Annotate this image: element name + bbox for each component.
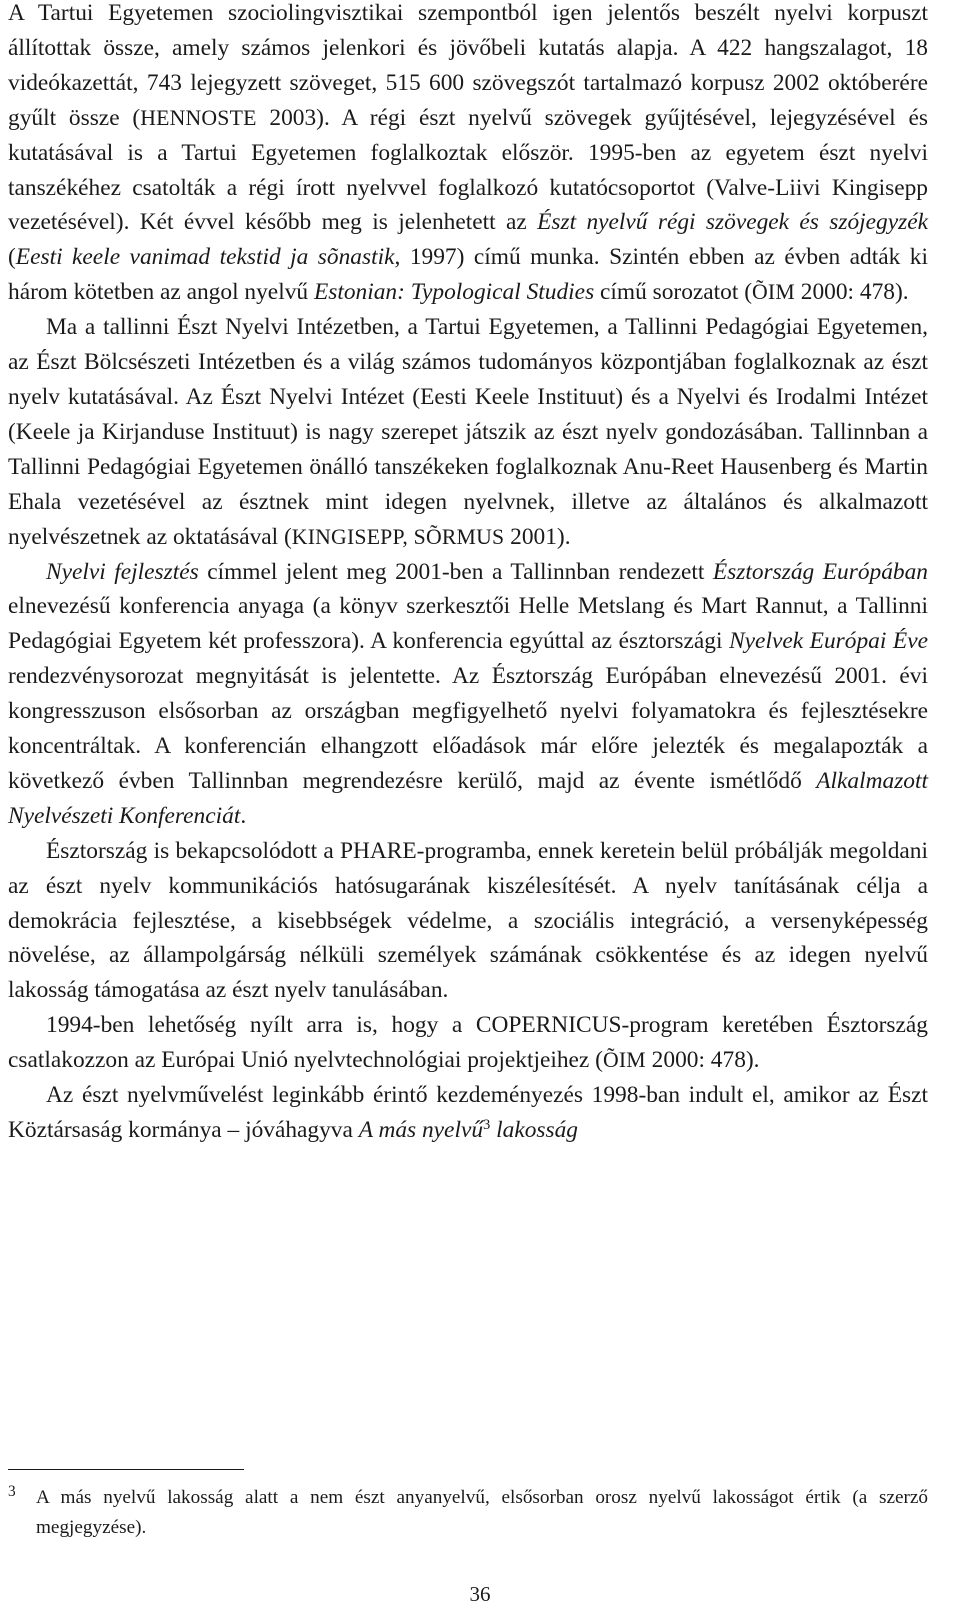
text-run: Ma a tallinni Észt Nyelvi Intézetben, a Tartui Egyetemen, a Tallinni Pedagógiai Egyetemen, az Észt Bölcsészeti Intézetben és a világ számos tudományos központjában foglalkoznak az észt nyelv kutatásával. Az Észt Nyelvi Intézet (Eesti Keele Instituut) és a Nyelvi és Irodalmi Intézet (Keele ja Kirjanduse Instituut) is nagy szerepet játszik az észt nyelv gondozásában. Tallinnban a Tallinni Pedagógiai Egyetemen önálló tanszékeken foglalkoznak Anu-Reet Hausenberg és Martin Ehala vezetésével az észtnek mint idegen nyelvnek, illetve az általános és alkalmazott nyelvészetnek az oktatásával (: [8, 314, 928, 550]
text-run: Észtország is bekapcsolódott a PHARE-programba, ennek keretein belül próbálják megoldani az észt nyelv kommunikációs hatósugarának kiszélesítését. A nyelv tanításának célja a demokrácia fejlesztése, a kisebbségek védelme, a szociális integráció, a versenyképesség növelése, az állampolgárság nélküli személyek számának csökkentése és az idegen nyelvű lakosság támogatása az észt nyelv tanulásában.: [8, 837, 928, 1004]
italic-title: Észt nyelvű régi szövegek és szójegyzék: [537, 209, 928, 236]
text-run: .: [240, 802, 247, 829]
italic-title: A más nyelvű: [358, 1117, 484, 1143]
footnote-separator: [8, 1469, 244, 1470]
italic-title: Nyelvi fejlesztés: [46, 558, 199, 585]
text-run: 2001).: [504, 523, 571, 550]
text-run: A Tartui Egyetemen szociolingvisztikai szempontból igen jelentős beszélt nyelvi korpuszt állítottak össze, amely számos jelenkori és jövőbeli kutatás alapja. A 422 hangszalagot, 18 videókazettát, 743 lejegyzett szöveget, 515 600 szövegszót tartalmazó korpusz 2002 októberére gyűlt össze (: [8, 0, 928, 131]
text-run: címmel jelent meg 2001-ben a Tallinnban rendezett: [198, 558, 713, 585]
text-run: 2000: 478).: [794, 279, 909, 306]
text-run: Az észt nyelvművelést leginkább érintő kezdeményezés 1998-ban indult el, amikor az Észt Köztársaság kormánya – jóváhagyva: [8, 1082, 928, 1143]
italic-title: Eesti keele vanimad tekstid ja sõnastik: [15, 244, 395, 271]
footnote-reference: 3: [483, 1117, 491, 1134]
italic-title: Nyelvek Európai Éve: [729, 628, 928, 655]
author-citation: ÕIM: [602, 1048, 646, 1073]
paragraph: [8, 834, 928, 1009]
italic-title: Észtország Európában: [712, 558, 928, 585]
text-run: 2003). A régi észt nyelvű szövegek gyűjtésével, lejegyzésével és kutatásával is a Tartui Egyetemen foglalkoztak először. 1995-ben az egyetem észt nyelvi tanszékéhez csatolták a régi írott nyelvvel foglalkozó kutatócsoportot (Valve-Liivi Kingisepp vezetésével). Két évvel később meg is jelenhetett az: [8, 104, 928, 236]
text-run: 2000: 478).: [645, 1047, 760, 1074]
text-run: 1994-ben lehetőség nyílt arra is, hogy a COPERNICUS-program keretében Észtország csatlakozzon az Európai Unió nyelvtechnológiai projektjeihez (: [8, 1012, 928, 1074]
text-run: című sorozatot (: [594, 279, 753, 306]
footnote: 3 A más nyelvű lakosság alatt a nem észt anyanyelvű, elsősorban orosz nyelvű lakosságot értik (a szerző megjegyzése).: [8, 1483, 928, 1538]
paragraph: [8, 0, 928, 310]
text-run: , 1997) című munka. Szintén ebben az évben adták ki három kötetben az angol nyelvű: [8, 244, 928, 306]
body-text: [8, 0, 928, 1148]
author-citation: KINGISEPP, SÕRMUS: [291, 524, 505, 549]
author-citation: ÕIM: [752, 280, 795, 305]
page-number: 36: [469, 1582, 491, 1606]
author-citation: HENNOSTE: [140, 105, 257, 130]
paragraph: [8, 310, 928, 554]
paragraph: [8, 1078, 928, 1148]
paragraph: [8, 1008, 928, 1078]
text-run: rendezvénysorozat megnyitását is jelentette. Az Észtország Európában elnevezésű 2001. évi kongresszuson elsősorban az országban megfigyelhető nyelvi folyamatokra és fejlesztésekre koncentráltak. A konferencián elhangzott előadások már előre jelezték és megalapozták a következő évben Tallinnban megrendezésre kerülő, majd az évente ismétlődő: [8, 663, 928, 794]
footnote-text: A más nyelvű lakosság alatt a nem észt anyanyelvű, elsősorban orosz nyelvű lakosságot értik (a szerző megjegyzése).: [36, 1487, 928, 1538]
italic-title: Alkalmazott Nyelvészeti Konferenciát: [8, 767, 928, 829]
paragraph: [8, 555, 928, 834]
text-run: elnevezésű konferencia anyaga (a könyv szerkesztői Helle Metslang és Mart Rannut, a Tallinni Pedagógiai Egyetem két professzora). A konferencia egyúttal az észtországi: [8, 593, 928, 655]
text-run: (: [8, 244, 16, 271]
italic-title: Estonian: Typological Studies: [313, 279, 595, 306]
italic-title: lakosság: [490, 1117, 578, 1143]
